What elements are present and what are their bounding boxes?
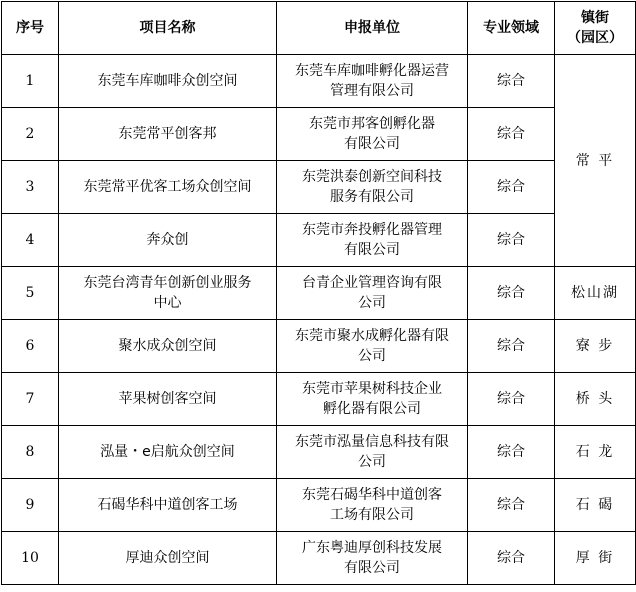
applicant-unit-line1: 东莞洪泰创新空间科技 xyxy=(302,169,442,185)
applicant-unit-line1: 东莞石碣华科中道创客 xyxy=(302,487,442,503)
project-name-line2: 中心 xyxy=(153,295,182,311)
project-name: 石碣华科中道创客工场 xyxy=(59,479,277,532)
table-row xyxy=(2,267,636,320)
project-name: 东莞常平创客邦 xyxy=(59,108,277,161)
field: 综合 xyxy=(468,55,555,108)
table-row xyxy=(2,426,636,479)
applicant-unit xyxy=(277,373,468,426)
header-town xyxy=(555,2,636,55)
field: 综合 xyxy=(468,214,555,267)
field: 综合 xyxy=(468,373,555,426)
applicant-unit xyxy=(277,108,468,161)
field: 综合 xyxy=(468,108,555,161)
town: 松山湖 xyxy=(555,267,636,320)
town: 桥 头 xyxy=(555,373,636,426)
applicant-unit-line2: 公司 xyxy=(358,454,386,470)
header-row xyxy=(2,2,636,55)
row-no: 5 xyxy=(2,267,59,320)
row-no: 6 xyxy=(2,320,59,373)
applicant-unit-line1: 东莞市聚水成孵化器有限 xyxy=(295,328,449,344)
applicant-unit-line1: 台青企业管理咨询有限 xyxy=(302,275,442,291)
table-row xyxy=(2,373,636,426)
applicant-unit-line1: 广东粤迪厚创科技发展 xyxy=(302,540,442,556)
project-name: 泓量・e启航众创空间 xyxy=(59,426,277,479)
field: 综合 xyxy=(468,267,555,320)
applicant-unit-line2: 公司 xyxy=(358,295,386,311)
table-row xyxy=(2,161,636,214)
applicant-unit-line2: 管理有限公司 xyxy=(330,83,414,99)
applicant-unit xyxy=(277,426,468,479)
header-no: 序号 xyxy=(2,2,59,55)
project-name xyxy=(59,267,277,320)
town: 厚 街 xyxy=(555,532,636,585)
row-no: 7 xyxy=(2,373,59,426)
field: 综合 xyxy=(468,320,555,373)
field: 综合 xyxy=(468,479,555,532)
applicant-unit xyxy=(277,214,468,267)
row-no: 2 xyxy=(2,108,59,161)
table-row xyxy=(2,479,636,532)
applicant-unit-line2: 有限公司 xyxy=(344,242,400,258)
applicant-unit-line1: 东莞车库咖啡孵化器运营 xyxy=(295,63,449,79)
applicant-unit-line2: 有限公司 xyxy=(344,560,400,576)
town-merged: 常 平 xyxy=(555,55,636,267)
header-town-line2: （园区） xyxy=(567,30,623,46)
table-row xyxy=(2,55,636,108)
applicant-unit xyxy=(277,267,468,320)
row-no: 8 xyxy=(2,426,59,479)
applicant-unit xyxy=(277,55,468,108)
field: 综合 xyxy=(468,161,555,214)
town: 石 龙 xyxy=(555,426,636,479)
applicant-unit-line2: 有限公司 xyxy=(344,136,400,152)
table-row xyxy=(2,108,636,161)
header-field: 专业领域 xyxy=(468,2,555,55)
applicant-unit xyxy=(277,479,468,532)
applicant-unit xyxy=(277,532,468,585)
project-name: 厚迪众创空间 xyxy=(59,532,277,585)
field: 综合 xyxy=(468,532,555,585)
applicant-unit-line1: 东莞市奔投孵化器管理 xyxy=(302,222,442,238)
row-no: 1 xyxy=(2,55,59,108)
applicant-unit-line1: 东莞市苹果树科技企业 xyxy=(302,381,442,397)
field: 综合 xyxy=(468,426,555,479)
table-row xyxy=(2,214,636,267)
applicant-unit xyxy=(277,320,468,373)
project-name-line1: 东莞台湾青年创新创业服务 xyxy=(83,275,252,291)
project-name: 东莞车库咖啡众创空间 xyxy=(59,55,277,108)
town: 石 碣 xyxy=(555,479,636,532)
applicant-unit-line1: 东莞市邦客创孵化器 xyxy=(309,116,435,132)
row-no: 10 xyxy=(2,532,59,585)
header-town-line1: 镇街 xyxy=(581,10,609,26)
applicant-unit-line2: 孵化器有限公司 xyxy=(323,401,421,417)
applicant-unit-line2: 服务有限公司 xyxy=(330,189,414,205)
table-row xyxy=(2,320,636,373)
project-name: 奔众创 xyxy=(59,214,277,267)
row-no: 3 xyxy=(2,161,59,214)
town: 寮 步 xyxy=(555,320,636,373)
header-name: 项目名称 xyxy=(59,2,277,55)
row-no: 9 xyxy=(2,479,59,532)
applicant-unit-line1: 东莞市泓量信息科技有限 xyxy=(295,434,449,450)
applicant-unit-line2: 工场有限公司 xyxy=(330,507,414,523)
project-name: 聚水成众创空间 xyxy=(59,320,277,373)
header-unit: 申报单位 xyxy=(277,2,468,55)
project-name: 东莞常平优客工场众创空间 xyxy=(59,161,277,214)
applicant-unit xyxy=(277,161,468,214)
table-row xyxy=(2,532,636,585)
project-table xyxy=(1,1,636,585)
applicant-unit-line2: 公司 xyxy=(358,348,386,364)
project-name: 苹果树创客空间 xyxy=(59,373,277,426)
row-no: 4 xyxy=(2,214,59,267)
